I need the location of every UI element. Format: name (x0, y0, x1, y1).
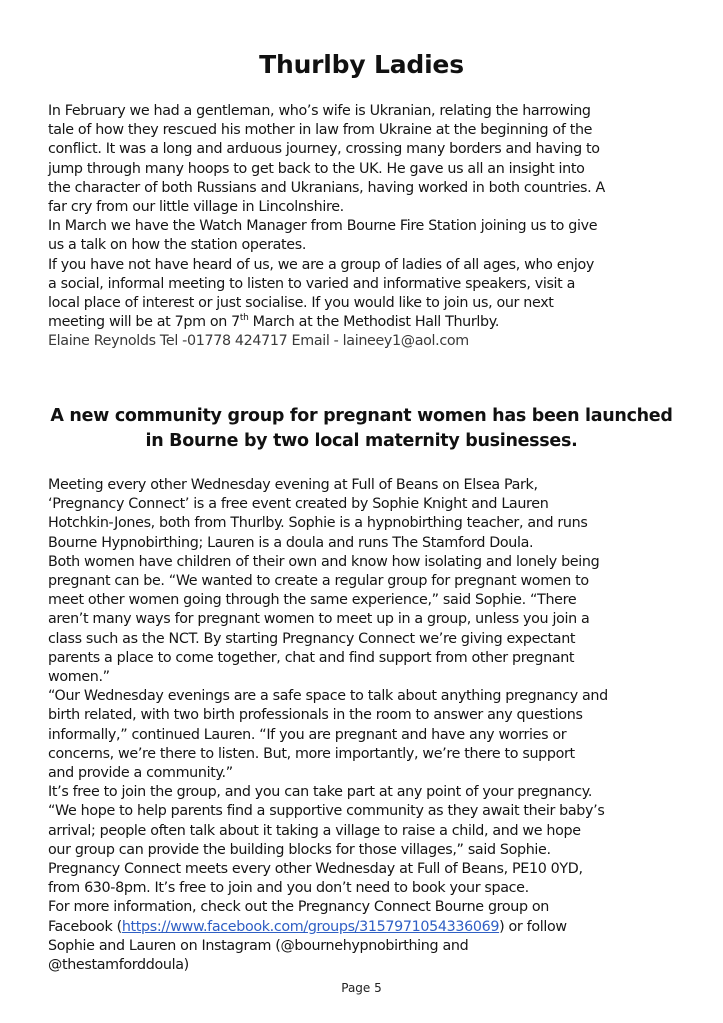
paragraph-line: class such as the NCT. By starting Pregnancy Connect we’re giving expectant (48, 630, 576, 647)
paragraph-line: concerns, we’re there to listen. But, more importantly, we’re there to support (48, 745, 575, 762)
page-title: Thurlby Ladies (259, 50, 464, 79)
article-heading (30, 404, 693, 454)
page-number: Page 5 (341, 981, 382, 995)
paragraph-line: birth related, with two birth professionals in the room to answer any questions (48, 707, 583, 724)
ordinal-suffix: th (239, 313, 249, 324)
paragraph-line: and provide a community.” (48, 765, 233, 782)
paragraph-line: our group can provide the building blocks for those villages,” said Sophie. (48, 841, 551, 858)
paragraph-line: If you have not have heard of us, we are a group of ladies of all ages, who enjoy (48, 256, 595, 273)
paragraph-line: In March we have the Watch Manager from Bourne Fire Station joining us to give (48, 218, 598, 235)
paragraph-line: meet other women going through the same experience,” said Sophie. “There (48, 592, 577, 609)
paragraph-line: Sophie and Lauren on Instagram (@bournehypnobirthing and (48, 937, 469, 954)
paragraph-line: For more information, check out the Pregnancy Connect Bourne group on (48, 899, 550, 916)
paragraph-line: Both women have children of their own and know how isolating and lonely being (48, 553, 600, 570)
paragraph-line: the character of both Russians and Ukranians, having worked in both countries. A (48, 179, 605, 196)
facebook-group-link[interactable]: https://www.facebook.com/groups/3157971054336069 (121, 918, 500, 935)
article-heading-line: A new community group for pregnant women has been launched (50, 406, 673, 426)
paragraph-line: Hotchkin-Jones, both from Thurlby. Sophie is a hypnobirthing teacher, and runs (48, 515, 588, 532)
paragraph-line: @thestamforddoula) (48, 957, 189, 974)
paragraph-line: It’s free to join the group, and you can take part at any point of your pregnancy. (48, 784, 593, 801)
paragraph-line: us a talk on how the station operates. (48, 237, 307, 254)
paragraph-line: jump through many hoops to get back to the UK. He gave us all an insight into (48, 160, 585, 177)
paragraph-line: In February we had a gentleman, who’s wife is Ukranian, relating the harrowing (48, 103, 591, 119)
thurlby-ladies-section (48, 102, 688, 352)
paragraph-line: informally,” continued Lauren. “If you are pregnant and have any worries or (48, 726, 567, 743)
paragraph-line: “Our Wednesday evenings are a safe space to talk about anything pregnancy and (48, 688, 608, 705)
paragraph-line: far cry from our little village in Lincolnshire. (48, 199, 344, 216)
paragraph-line: from 630-8pm. It’s free to join and you don’t need to book your space. (48, 880, 529, 897)
pregnancy-connect-article (48, 476, 688, 975)
paragraph-line: tale of how they rescued his mother in law from Ukraine at the beginning of the (48, 122, 593, 139)
paragraph-line: local place of interest or just socialise. If you would like to join us, our next (48, 295, 554, 312)
facebook-line (48, 918, 688, 937)
paragraph-line: a social, informal meeting to listen to varied and informative speakers, visit a (48, 275, 576, 292)
meeting-text: meeting will be at 7pm on 7 (48, 314, 240, 331)
meeting-text-end: March at the Methodist Hall Thurlby. (248, 314, 500, 331)
paragraph-line: Bourne Hypnobirthing; Lauren is a doula and runs The Stamford Doula. (48, 534, 534, 551)
facebook-prefix: Facebook ( (48, 918, 122, 935)
paragraph-line: Pregnancy Connect meets every other Wednesday at Full of Beans, PE10 0YD, (48, 861, 583, 878)
contact-line: Elaine Reynolds Tel -01778 424717 Email - laineey1@aol.com (48, 333, 469, 350)
paragraph-line: arrival; people often talk about it taking a village to raise a child, and we hope (48, 822, 581, 839)
paragraph-line: Meeting every other Wednesday evening at Full of Beans on Elsea Park, (48, 477, 538, 493)
meeting-line (48, 313, 688, 332)
facebook-suffix: ) or follow (499, 918, 567, 935)
article-heading-line: in Bourne by two local maternity businesses. (145, 431, 578, 451)
paragraph-line: women.” (48, 669, 110, 686)
paragraph-line: pregnant can be. “We wanted to create a regular group for pregnant women to (48, 573, 589, 590)
paragraph-line: parents a place to come together, chat and find support from other pregnant (48, 649, 575, 666)
paragraph-line: “We hope to help parents find a supportive community as they await their baby’s (48, 803, 605, 820)
paragraph-line: aren’t many ways for pregnant women to meet up in a group, unless you join a (48, 611, 590, 628)
paragraph-line: conflict. It was a long and arduous journey, crossing many borders and having to (48, 141, 600, 158)
paragraph-line: ‘Pregnancy Connect’ is a free event created by Sophie Knight and Lauren (48, 496, 549, 513)
